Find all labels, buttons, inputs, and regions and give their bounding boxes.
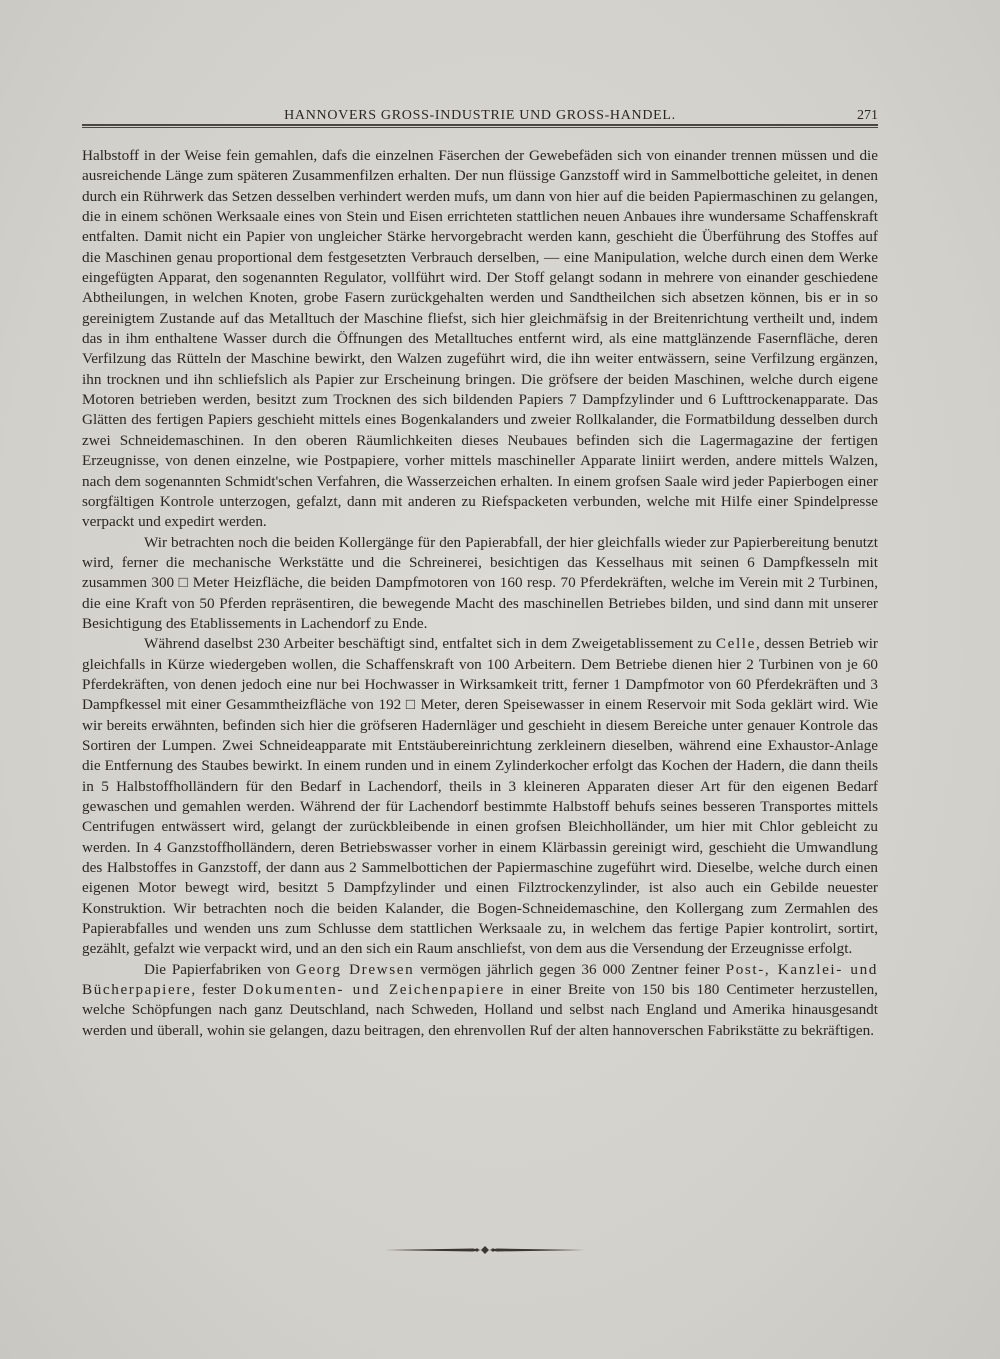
paragraph-4-part-2: vermögen jährlich gegen 36 000 Zentner feiner (414, 960, 726, 978)
paragraph-4-part-4: in einer Breite von 150 bis 180 Centimeter herzustellen, welche Schöpfungen nach ganz Deutschland, nach Schweden, Holland und selbst nach England und Amerika hinausgesandt werden und überall, wohin sie gelangen, dazu beitragen, den ehrenvollen Ruf der alten hannoverschen Fabrikstätte zu bekräftigen. (82, 981, 878, 1039)
body-text (82, 146, 878, 1041)
paragraph-4 (82, 960, 878, 1041)
company-name: Georg Drewsen (295, 960, 415, 978)
paper-types-1: Post-, Kanzlei- und Bücherpapiere (82, 960, 878, 999)
paragraph-4-part-3: , fester (191, 981, 243, 999)
header-title: HANNOVERS GROSS-INDUSTRIE UND GROSS-HANDEL. (284, 108, 676, 123)
paper-types-2: Dokumenten- und Zeichenpapiere (242, 981, 505, 999)
end-ornament (385, 1244, 585, 1256)
paragraph-2: Wir betrachten noch die beiden Kollergänge für den Papierabfall, der hier gleichfalls wieder zur Papierbereitung benutzt wird, ferner die mechanische Werkstätte und die Schreinerei, besichtigen das Kesselhaus mit seinen 6 Dampfkesseln mit zusammen 300 □ Meter Heizfläche, die beiden Dampfmotoren von 160 resp. 70 Pferdekräften, welche im Verein mit 2 Turbinen, die eine Kraft von 50 Pferden repräsentiren, die bewegende Macht des maschinellen Betriebes bilden, und sind dann mit unserer Besichtigung des Etablissements in Lachendorf zu Ende. (82, 533, 878, 632)
place-name-celle: Celle (715, 635, 756, 653)
paragraph-1: Halbstoff in der Weise fein gemahlen, dafs die einzelnen Fäserchen der Gewebefäden sich von einander trennen müssen und die ausreichende Länge zum späteren Zusammenfilzen erhalten. Der nun flüssige Ganzstoff wird in Sammelbottiche geleitet, in denen durch ein Rührwerk das Setzen desselben verhindert werden mufs, um dann von hier auf die beiden Papiermaschinen zu gelangen, die in einem schönen Werksaale eines von Stein und Eisen errichteten stattlichen neuen Anbaues ihre wundersame Schaffenskraft entfalten. Damit nicht ein Papier von ungleicher Stärke hervorgebracht werden kann, geschieht die Überführung des Stoffes auf die Maschinen genau proportional dem festgesetzten Verbrauch derselben, — eine Manipulation, welche durch einen dem Werke eingefügten Apparat, den sogenannten Regulator, vollführt wird. Der Stoff gelangt sodann in mehrere von einander geschiedene Abtheilungen, in welchen Knoten, grobe Fasern zurückgehalten werden und Sandtheilchen sich absetzen können, bis er in so gereinigtem Zustande auf das Metalltuch der Maschine fliefst, sich hier gleichmäfsig in der Breitenrichtung vertheilt und, indem das in ihm enthaltene Wasser durch die Öffnungen des Metalltuches entfernt wird, als eine mattglänzende Fasernfläche, deren Verfilzung das Rütteln der Maschine bewirkt, den Walzen zugeführt wird, die ihn weiter entwässern, seine Verfilzung ergänzen, ihn trocknen und ihn schliefslich als Papier zur Erscheinung bringen. Die gröfsere der beiden Maschinen, welche durch eigene Motoren betrieben werden, besitzt zum Trocknen des sich bildenden Papiers 7 Dampfzylinder und 6 Lufttrockenapparate. Das Glätten des fertigen Papiers geschieht mittels eines Bogenkalanders und zweier Rollkalander, die Formatbildung desselben durch zwei Schneidemaschinen. In den oberen Räumlichkeiten dieses Neubaues befinden sich die Lagermagazine der fertigen Erzeugnisse, von denen einzelne, wie Postpapiere, vorher mittels maschineller Apparate liniirt werden, andere mittels Walzen, nach dem sogenannten Schmidt'schen Verfahren, die Wasserzeichen erhalten. In einem grofsen Saale wird jeder Papierbogen einer sorgfältigen Kontrole unterzogen, gefalzt, dann mit anderen zu Riefspacketen verbunden, welche mit Hilfe einer Spindelpresse verpackt und expedirt werden. (82, 147, 878, 531)
paragraph-4-part-1: Die Papierfabriken von (144, 960, 296, 978)
page-number: 271 (857, 108, 878, 123)
paragraph-3-part-2: , dessen Betrieb wir gleichfalls in Kürze wiedergeben wollen, die Schaffenskraft von 100 Arbeitern. Dem Betriebe dienen hier 2 Turbinen von je 60 Pferdekräften, von denen jedoch eine nur bei Hochwasser in Wirksamkeit tritt, ferner 1 Dampfmotor von 60 Pferdekräften und 3 Dampfkessel mit einer Gesammtheizfläche von 192 □ Meter, deren Speisewasser in einem Reservoir mit Soda geklärt wird. Wie wir bereits erwähnten, befinden sich hier die gröfseren Hadernläger und geschieht in diesem Bereiche unter genauer Kontrole das Sortiren der Lumpen. Zwei Schneideapparate mit Entstäubereinrichtung zerkleinern dieselben, während eine Exhaustor-Anlage die Entfernung des Staubes bewirkt. In einem runden und in einem Zylinderkocher erfolgt das Kochen der Hadern, die dann theils in 5 Halbstoffholländern für den Bedarf in Lachendorf, theils in 3 kleineren Apparaten dieser Art für den eigenen Bedarf gewaschen und gemahlen werden. Während der für Lachendorf bestimmte Halbstoff behufs seines besseren Transportes mittels Centrifugen entwässert wird, gelangt der zurückbleibende in einen grofsen Bleichholländer, um hier mit Chlor gebleicht zu werden. In 4 Ganzstoffholländern, deren Betriebswasser vorher in einem Klärbassin gereinigt wird, geschieht die Umwandlung des Halbstoffes in Ganzstoff, der dann aus 2 Sammelbottichen der Papiermaschine zugeführt wird. Dieselbe, welche durch einen eigenen Motor bewegt wird, besitzt 5 Dampfzylinder und einen Filztrockenzylinder, ist also auch ein Gebilde neuester Konstruktion. Wir betrachten noch die beiden Kalander, die Bogen-Schneidemaschine, den Kollergang zum Zermahlen des Papierabfalles und wenden uns zum Schlusse dem stattlichen Werksaale zu, in welchem das fertige Papier kontrolirt, sortirt, gezählt, gefalzt wie verpackt wird, und an den sich ein Raum anschliefst, von dem aus die Versendung der Erzeugnisse erfolgt. (82, 635, 878, 958)
header-rule (82, 124, 878, 128)
paragraph-3-part-1: Während daselbst 230 Arbeiter beschäftigt sind, entfaltet sich in dem Zweigetablissement zu (144, 635, 716, 653)
paragraph-3 (82, 634, 878, 960)
